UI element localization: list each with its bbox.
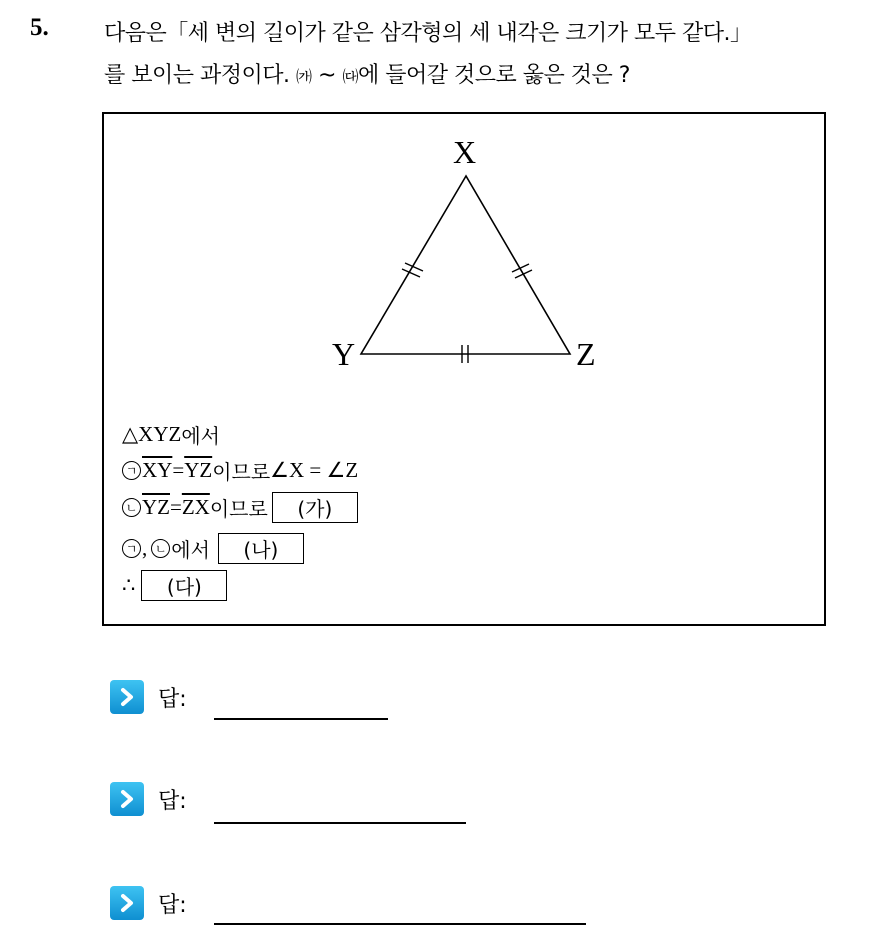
proof-line-4: [122, 533, 304, 564]
angle-equality: ∠X = ∠Z: [270, 458, 359, 482]
equals-sign-2: =: [170, 495, 182, 519]
blank-box-da: (다): [141, 570, 227, 601]
triangle-xyz: [361, 176, 570, 354]
answer-input-1[interactable]: [214, 718, 388, 720]
proof-line3-mid: 이므로: [209, 497, 268, 521]
equals-sign: =: [172, 458, 185, 482]
blank-box-ga: (가): [272, 492, 358, 523]
circled-mark-giyeok-2: ㄱ: [122, 539, 141, 558]
proof-line1-suffix: 에서: [181, 424, 220, 448]
proof-line4-mid: 에서: [171, 538, 210, 562]
question-line2-suffix: 에 들어갈 것으로 옳은 것은 ?: [357, 63, 630, 88]
blank-box-na: (나): [218, 533, 304, 564]
circled-mark-nieun-2: ㄴ: [151, 539, 170, 558]
proof-box: [102, 112, 826, 626]
proof-line2-mid: 이므로: [212, 460, 271, 484]
answer-row-2: [110, 782, 187, 816]
circled-mark-giyeok: ㄱ: [122, 461, 141, 480]
blank-ref-ga: ㈎: [296, 67, 312, 86]
answer-input-3[interactable]: [214, 923, 586, 925]
segment-yz: $\overline{YZ}$: [184, 458, 213, 482]
question-number: 5.: [30, 14, 49, 41]
question-line2-prefix: 를 보이는 과정이다.: [104, 63, 296, 88]
chevron-right-icon: [110, 680, 144, 714]
answer-row-1: [110, 680, 187, 714]
question-text-line2: [104, 58, 630, 89]
proof-line-2: [122, 456, 358, 485]
tick-mark-xy: [402, 263, 423, 277]
vertex-label-x: X: [453, 134, 477, 170]
answer-label: 답:: [158, 892, 187, 918]
vertex-label-z: Z: [576, 336, 596, 372]
proof-line-1: [122, 420, 220, 449]
answer-row-3: [110, 886, 187, 920]
proof-line-5: [122, 570, 227, 601]
circled-mark-nieun: ㄴ: [122, 498, 141, 517]
vertex-label-y: Y: [332, 336, 356, 372]
segment-xy: $\overline{XY}$: [142, 458, 173, 482]
answer-input-2[interactable]: [214, 822, 466, 824]
triangle-name: △XYZ: [122, 422, 182, 446]
therefore-symbol: ∴: [122, 573, 136, 597]
answer-label: 답:: [158, 686, 187, 712]
answer-label: 답:: [158, 788, 187, 814]
segment-zx: $\overline{ZX}$: [181, 495, 210, 519]
blank-ref-da: ㈐: [342, 67, 358, 86]
proof-line-3: [122, 492, 358, 523]
tilde: ~: [311, 63, 343, 88]
question-text-line1: 다음은「세 변의 길이가 같은 삼각형의 세 내각은 크기가 모두 같다.」: [104, 21, 752, 46]
chevron-right-icon: [110, 886, 144, 920]
segment-yz-2: $\overline{YZ}$: [142, 495, 170, 519]
chevron-right-icon: [110, 782, 144, 816]
comma: ,: [142, 536, 148, 560]
